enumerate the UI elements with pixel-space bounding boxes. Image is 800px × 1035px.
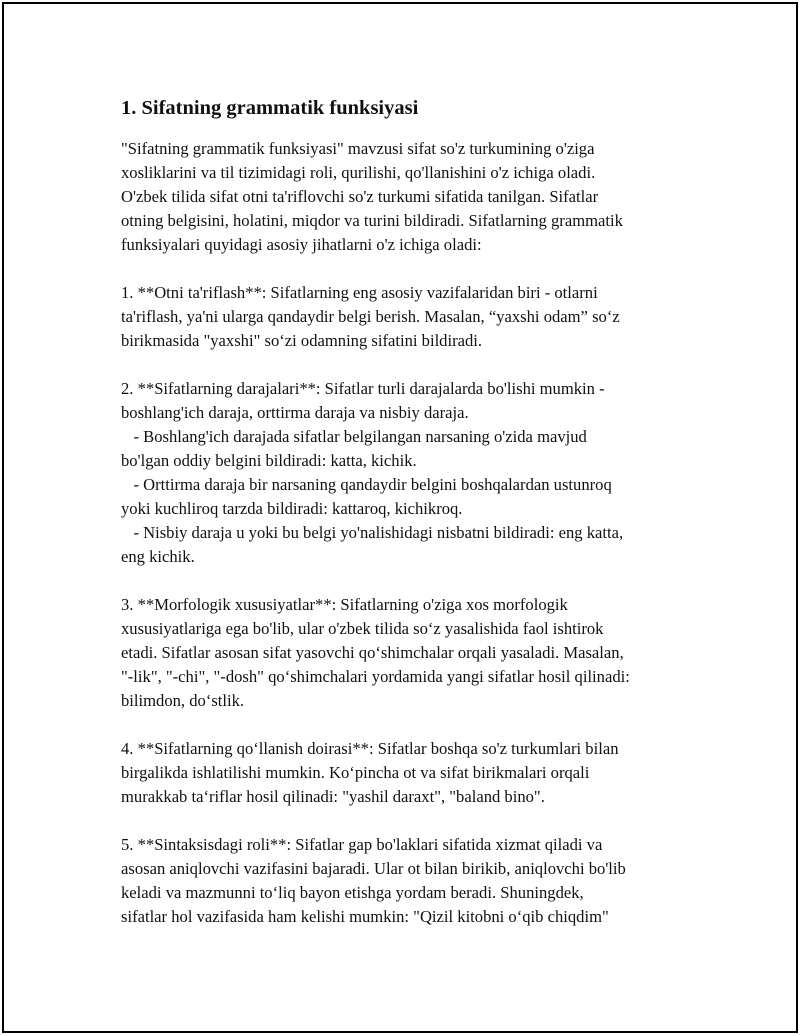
text-line: yoki kuchliroq tarzda bildiradi: kattaroq, kichikroq.	[121, 499, 463, 518]
text-line: ta'riflash, ya'ni ularga qandaydir belgi berish. Masalan, “yaxshi odam” so‘z	[121, 307, 620, 326]
sub-item-line: - Orttirma daraja bir narsaning qandaydir belgini boshqalardan ustunroq	[121, 475, 612, 494]
text-line: eng kichik.	[121, 547, 195, 566]
sub-item-line: - Boshlang'ich darajada sifatlar belgilangan narsaning o'zida mavjud	[121, 427, 587, 446]
text-line: xosliklarini va til tizimidagi roli, qurilishi, qo'llanishini o'z ichiga oladi.	[121, 163, 596, 182]
text-line: otning belgisini, holatini, miqdor va turini bildiradi. Sifatlarning grammatik	[121, 211, 623, 230]
text-line: O'zbek tilida sifat otni ta'riflovchi so'z turkumi sifatida tanilgan. Sifatlar	[121, 187, 599, 206]
text-line: funksiyalari quyidagi asosiy jihatlarni o'z ichiga oladi:	[121, 235, 482, 254]
document-body	[121, 95, 691, 953]
list-item-4	[121, 737, 691, 809]
text-line: boshlang'ich daraja, orttirma daraja va nisbiy daraja.	[121, 403, 469, 422]
text-line: asosan aniqlovchi vazifasini bajaradi. Ular ot bilan birikib, aniqlovchi bo'lib	[121, 859, 626, 878]
list-item-5	[121, 833, 691, 929]
text-line: xususiyatlariga ega bo'lib, ular o'zbek tilida so‘z yasalishida faol ishtirok	[121, 619, 604, 638]
text-line: keladi va mazmunni to‘liq bayon etishga yordam beradi. Shuningdek,	[121, 883, 584, 902]
text-line: sifatlar hol vazifasida ham kelishi mumkin: "Qizil kitobni o‘qib chiqdim"	[121, 907, 609, 926]
text-line: 5. **Sintaksisdagi roli**: Sifatlar gap bo'laklari sifatida xizmat qiladi va	[121, 835, 603, 854]
text-line: bilimdon, do‘stlik.	[121, 691, 245, 710]
text-line: "-lik", "-chi", "-dosh" qo‘shimchalari yordamida yangi sifatlar hosil qilinadi:	[121, 667, 630, 686]
page-frame	[2, 2, 798, 1033]
text-line: birikmasida "yaxshi" so‘zi odamning sifatini bildiradi.	[121, 331, 483, 350]
text-line: "Sifatning grammatik funksiyasi" mavzusi sifat so'z turkumining o'ziga	[121, 139, 595, 158]
section-title: 1. Sifatning grammatik funksiyasi	[121, 97, 419, 119]
text-line: etadi. Sifatlar asosan sifat yasovchi qo‘shimchalar orqali yasaladi. Masalan,	[121, 643, 624, 662]
text-line: birgalikda ishlatilishi mumkin. Ko‘pincha ot va sifat birikmalari orqali	[121, 763, 590, 782]
text-line: 4. **Sifatlarning qo‘llanish doirasi**: Sifatlar boshqa so'z turkumlari bilan	[121, 739, 619, 758]
text-line: 1. **Otni ta'riflash**: Sifatlarning eng asosiy vazifalaridan biri - otlarni	[121, 283, 598, 302]
list-item-2	[121, 377, 691, 569]
text-line: 2. **Sifatlarning darajalari**: Sifatlar turli darajalarda bo'lishi mumkin -	[121, 379, 605, 398]
text-line: 3. **Morfologik xususiyatlar**: Sifatlarning o'ziga xos morfologik	[121, 595, 568, 614]
text-line: bo'lgan oddiy belgini bildiradi: katta, kichik.	[121, 451, 417, 470]
text-line: murakkab ta‘riflar hosil qilinadi: "yashil daraxt", "baland bino".	[121, 787, 545, 806]
list-item-1	[121, 281, 691, 353]
sub-item-line: - Nisbiy daraja u yoki bu belgi yo'nalishidagi nisbatni bildiradi: eng katta,	[121, 523, 624, 542]
intro-paragraph	[121, 137, 691, 257]
list-item-3	[121, 593, 691, 713]
